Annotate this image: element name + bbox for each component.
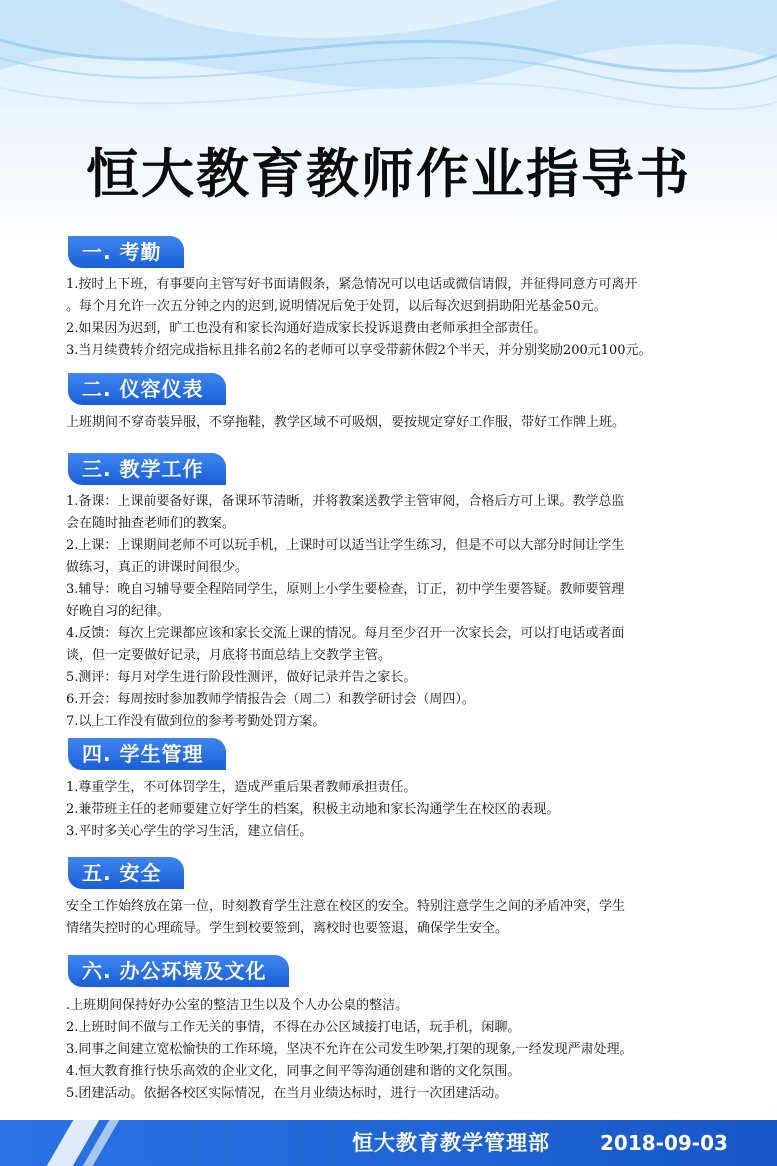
text-line: 1.备课：上课前要备好课，备课环节清晰，并将教案送教学主管审阅，合格后方可上课。教学总监 [66,494,625,509]
section-heading-safety: 五. 安全 [68,857,184,889]
text-line: 上班期间不穿奇装异服，不穿拖鞋，教学区域不可吸烟，要按规定穿好工作服，带好工作牌上班。 [66,415,626,430]
text-line: 5.团建活动。依据各校区实际情况，在当月业绩达标时，进行一次团建活动。 [66,1086,508,1101]
wave-decoration [0,0,777,250]
text-line: 会在随时抽查老师们的教案。 [66,516,236,531]
text-line: 做练习，真正的讲课时间很少。 [66,560,249,575]
page-title: 恒大教育教师作业指导书 [86,144,691,205]
section-body-office-culture [66,995,726,1105]
text-line: 。每个月允许一次五分钟之内的迟到,说明情况后免于处罚，以后每次迟到捐助阳光基金50元。 [66,299,607,314]
text-line: 安全工作始终放在第一位，时刻教育学生注意在校区的安全。特别注意学生之间的矛盾冲突，学生 [66,899,626,914]
section-heading-appearance: 二. 仪容仪表 [68,373,226,405]
text-line: 3.平时多关心学生的学习生活，建立信任。 [66,824,313,839]
text-line: 3.当月续费转介绍完成指标且排名前2名的老师可以享受带薪休假2个半天，并分别奖励200元100元。 [66,343,652,358]
text-line: 2.兼带班主任的老师要建立好学生的档案，积极主动地和家长沟通学生在校区的表现。 [66,802,560,817]
text-line: 1.按时上下班，有事要向主管写好书面请假条，紧急情况可以电话或微信请假，并征得同意方可离开 [66,277,638,292]
text-line: 4.反馈：每次上完课都应该和家长交流上课的情况。每月至少召开一次家长会，可以打电话或者面 [66,626,625,641]
section-body-teaching [66,491,726,733]
section-body-safety [66,896,726,940]
text-line: 2.上课：上课期间老师不可以玩手机，上课时可以适当让学生练习，但是不可以大部分时间让学生 [66,538,625,553]
text-line: 6.开会：每周按时参加教师学情报告会（周二）和教学研讨会（周四）。 [66,692,475,707]
text-line: 谈，但一定要做好记录，月底将书面总结上交教学主管。 [66,648,392,663]
section-body-attendance [66,274,726,362]
text-line: 5.测评：每月对学生进行阶段性测评，做好记录并告之家长。 [66,670,417,685]
section-body-student-management [66,777,726,843]
text-line: 好晚自习的纪律。 [66,604,171,619]
header-background [0,0,777,250]
section-heading-teaching: 三. 教学工作 [68,453,226,485]
text-line: 2.如果因为迟到，旷工也没有和家长沟通好造成家长投诉退费由老师承担全部责任。 [66,321,547,336]
section-heading-attendance: 一. 考勤 [68,236,184,268]
section-heading-office-culture: 六. 办公环境及文化 [68,955,289,987]
footer-date: 2018-09-03 [600,1131,728,1155]
footer-bar [0,1120,777,1166]
section-heading-student-management: 四. 学生管理 [68,738,226,770]
section-body-appearance [66,412,726,434]
text-line: 情绪失控时的心理疏导。学生到校要签到，离校时也要签退，确保学生安全。 [66,921,509,936]
text-line: 1.尊重学生，不可体罚学生，造成严重后果者教师承担责任。 [66,780,417,795]
footer-organization: 恒大教育教学管理部 [352,1131,550,1155]
text-line: 3.辅导：晚自习辅导要全程陪同学生，原则上小学生要检查，订正，初中学生要答疑。教师要管理 [66,582,625,597]
text-line: 3.同事之间建立宽松愉快的工作环境，坚决不允许在公司发生吵架,打架的现象,一经发现严肃处理。 [66,1042,633,1057]
text-line: 2.上班时间不做与工作无关的事情，不得在办公区域接打电话，玩手机，闲聊。 [66,1020,521,1035]
text-line: .上班期间保持好办公室的整洁卫生以及个人办公桌的整洁。 [66,998,409,1013]
text-line: 4.恒大教育推行快乐高效的企业文化，同事之间平等沟通创建和谐的文化氛围。 [66,1064,521,1079]
text-line: 7.以上工作没有做到位的参考考勤处罚方案。 [66,714,326,729]
